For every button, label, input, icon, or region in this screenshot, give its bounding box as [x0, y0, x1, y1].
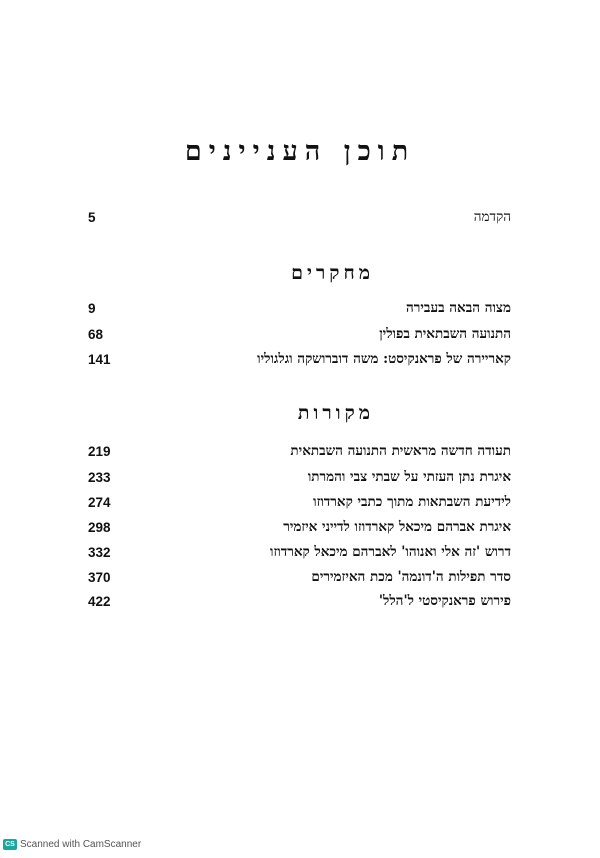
entry-title: מצוה הבאה בעבירה	[406, 300, 511, 316]
watermark-text: Scanned with CamScanner	[20, 839, 142, 850]
toc-entry	[88, 590, 511, 612]
page-number: 141	[88, 351, 111, 367]
toc-entry	[88, 566, 511, 588]
page-title: תוכן העניינים	[184, 136, 416, 167]
page-number: 219	[88, 443, 111, 459]
page-number: 233	[88, 469, 111, 485]
page-number: 274	[88, 494, 111, 510]
toc-entry	[88, 541, 511, 563]
entry-title: סדר תפילות ה'דונמה' מכת האיזמירים	[311, 569, 511, 585]
toc-entry	[88, 297, 511, 319]
entry-title: התנועה השבתאית בפולין	[379, 326, 511, 342]
page-number: 370	[88, 569, 111, 585]
scanner-watermark	[3, 839, 141, 850]
entry-title: לידיעת השבתאות מתוך כתבי קארדוזו	[313, 494, 511, 510]
entry-title: קאריירה של פראנקיסט: משה דוברושקה וגלגוליו	[257, 351, 511, 367]
toc-entry	[88, 516, 511, 538]
page-number: 9	[88, 300, 96, 316]
toc-entry-intro	[88, 206, 511, 228]
page-number: 332	[88, 544, 111, 560]
page-number: 5	[88, 209, 96, 225]
page-number: 298	[88, 519, 111, 535]
camscanner-logo-icon: CS	[3, 839, 17, 850]
toc-entry	[88, 440, 511, 462]
entry-title: איגרת נתן העזתי על שבתי צבי והמרתו	[307, 469, 511, 485]
toc-entry	[88, 491, 511, 513]
section-heading-research: מחקרים	[291, 262, 374, 284]
entry-title: הקדמה	[473, 209, 511, 225]
entry-title: פירוש פראנקיסטי ל'הלל'	[378, 593, 511, 609]
toc-entry	[88, 348, 511, 370]
page-number: 68	[88, 326, 104, 342]
entry-title: דרוש 'זה אלי ואנוהו' לאברהם מיכאל קארדוזו	[270, 544, 511, 560]
entry-title: איגרת אברהם מיכאל קארדוזו לדייני איזמיר	[283, 519, 511, 535]
toc-entry	[88, 323, 511, 345]
entry-title: תעודה חדשה מראשית התנועה השבתאית	[290, 443, 511, 459]
toc-entry	[88, 466, 511, 488]
section-heading-sources: מקורות	[297, 402, 374, 424]
page-number: 422	[88, 593, 111, 609]
